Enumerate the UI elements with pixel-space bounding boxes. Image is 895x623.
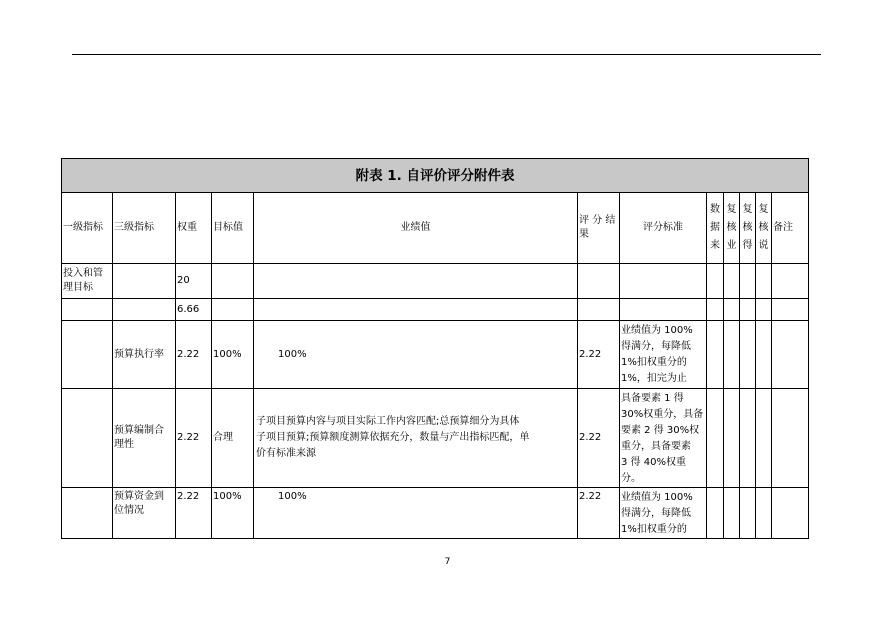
table-row bbox=[62, 299, 809, 321]
cell-level3: 预算资金到 位情况 bbox=[113, 488, 176, 539]
table-title: 附表 1. 自评价评分附件表 bbox=[62, 159, 809, 193]
cell-target: 100% bbox=[212, 488, 254, 539]
cell-weight: 2.22 bbox=[176, 488, 212, 539]
header-review-score: 复 核 业 bbox=[724, 193, 740, 264]
header-data-source: 数 据 来 bbox=[707, 193, 724, 264]
cell-standard: 具备要素 1 得 30%权重分，具备 要素 2 得 30%权 重分，具备要素 3 得 40%权重分。 bbox=[620, 389, 707, 488]
cell-level1: 投入和管 理目标 bbox=[62, 264, 113, 299]
cell-weight: 2.22 bbox=[176, 389, 212, 488]
table-row bbox=[62, 389, 809, 488]
cell-standard: 业绩值为 100% 得满分，每降低 1%扣权重分的 bbox=[620, 488, 707, 539]
cell-score: 2.22 bbox=[578, 321, 620, 389]
header-performance: 业绩值 bbox=[254, 193, 578, 264]
header-review-get: 复 核 得 bbox=[740, 193, 756, 264]
header-level1: 一级指标 bbox=[62, 193, 113, 264]
page-number: 7 bbox=[444, 557, 451, 567]
cell-performance: 100% bbox=[254, 488, 578, 539]
evaluation-table bbox=[61, 158, 809, 539]
cell-target: 100% bbox=[212, 321, 254, 389]
cell-score: 2.22 bbox=[578, 488, 620, 539]
cell-performance: 100% bbox=[254, 321, 578, 389]
cell-standard: 业绩值为 100% 得满分，每降低 1%扣权重分的 1%，扣完为止 bbox=[620, 321, 707, 389]
header-level3: 三级指标 bbox=[113, 193, 176, 264]
header-weight: 权重 bbox=[176, 193, 212, 264]
cell-score: 2.22 bbox=[578, 389, 620, 488]
table-row bbox=[62, 321, 809, 389]
header-score: 评 分 结 果 bbox=[578, 193, 620, 264]
header-remarks: 备注 bbox=[772, 193, 809, 264]
cell-level3: 预算编制合 理性 bbox=[113, 389, 176, 488]
header-standard: 评分标准 bbox=[620, 193, 707, 264]
header-target: 目标值 bbox=[212, 193, 254, 264]
cell-target: 合理 bbox=[212, 389, 254, 488]
header-review-note: 复 核 说 bbox=[756, 193, 772, 264]
cell-level3: 预算执行率 bbox=[113, 321, 176, 389]
cell-performance: 子项目预算内容与项目实际工作内容匹配;总预算细分为具体 子项目预算;预算额度测算依据充分，数量与产出指标匹配，单 价有标准来源 bbox=[254, 389, 578, 488]
cell-weight: 6.66 bbox=[176, 299, 212, 321]
header-rule bbox=[72, 54, 821, 55]
cell-level3 bbox=[113, 264, 176, 299]
cell-weight: 20 bbox=[176, 264, 212, 299]
table-row bbox=[62, 264, 809, 299]
table-row bbox=[62, 488, 809, 539]
cell-weight: 2.22 bbox=[176, 321, 212, 389]
